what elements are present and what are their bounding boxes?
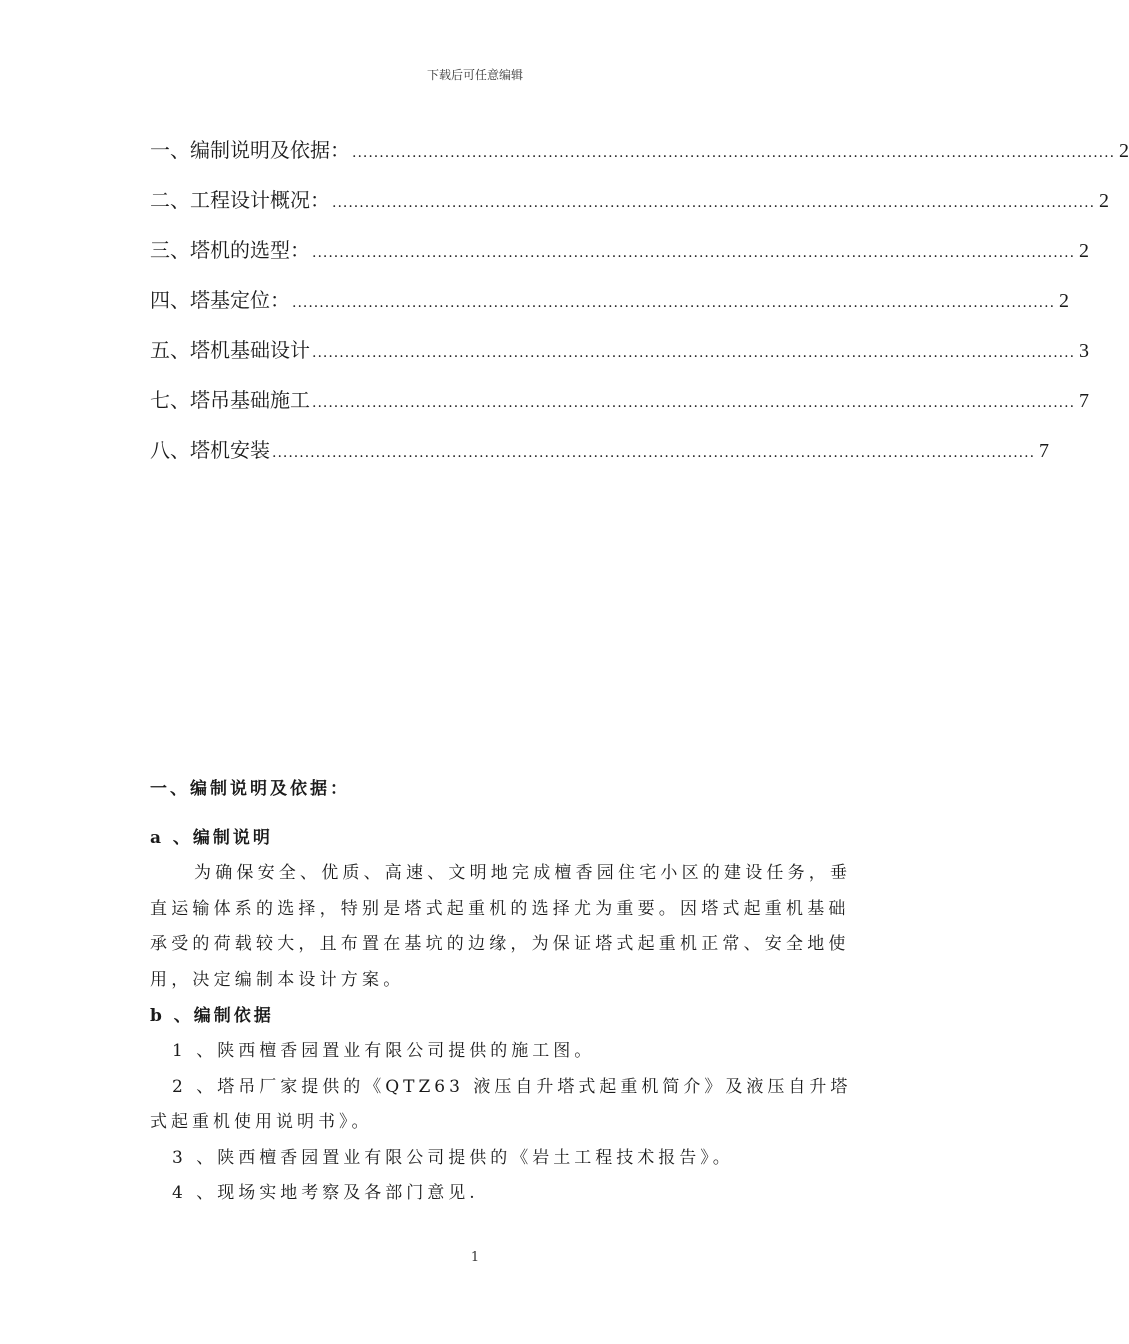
- toc-entry-title: 一、编制说明及依据：: [150, 138, 350, 162]
- list-item: 1 、陕西檀香园置业有限公司提供的施工图。: [172, 1041, 596, 1061]
- toc-entry-page: 7: [1079, 390, 1090, 412]
- subheading-b: b 、编制依据: [150, 1006, 274, 1026]
- paragraph-a: 为确保安全、优质、高速、文明地完成檀香园住宅小区的建设任务，垂直运输体系的选择，特别是塔式起重机的选择尤为重要。因塔式起重机基础承受的荷载较大，且布置在基坑的边缘，为保证塔式起重机正常、安全地使用，决定编制本设计方案。: [150, 863, 852, 990]
- toc-leader-dots: ............................................................................................................................................: [312, 245, 1076, 261]
- toc-entry[interactable]: [150, 434, 1050, 484]
- toc-entry-title: 七、塔吊基础施工: [150, 388, 310, 412]
- toc-leader-dots: ............................................................................................................................................: [352, 145, 1116, 161]
- toc-entry-page: 2: [1059, 290, 1070, 312]
- section-heading: 一、编制说明及依据：: [150, 779, 350, 799]
- toc-entry-page: 3: [1079, 340, 1090, 362]
- toc-entry[interactable]: [150, 184, 1110, 234]
- toc-leader-dots: ............................................................................................................................................: [312, 345, 1076, 361]
- toc-entry-title: 三、塔机的选型：: [150, 238, 310, 262]
- page-header: 下载后可任意编辑: [426, 68, 523, 82]
- toc-leader-dots: ............................................................................................................................................: [292, 295, 1056, 311]
- toc-leader-dots: ............................................................................................................................................: [332, 195, 1096, 211]
- toc-entry-page: 7: [1039, 440, 1050, 462]
- toc-entry[interactable]: [150, 134, 1129, 184]
- toc-entry-title: 五、塔机基础设计: [150, 338, 310, 362]
- toc-entry[interactable]: [150, 284, 1070, 334]
- page-number: 1: [470, 1250, 480, 1265]
- toc-entry-page: 2: [1079, 240, 1090, 262]
- toc-entry-page: 2: [1119, 140, 1129, 162]
- list-item: 4 、现场实地考察及各部门意见.: [172, 1183, 479, 1203]
- list-item: 2 、塔吊厂家提供的《QTZ63 液压自升塔式起重机简介》及液压自升塔式起重机使用说明书》。: [150, 1076, 852, 1132]
- list-item: 3 、陕西檀香园置业有限公司提供的《岩土工程技术报告》。: [172, 1147, 734, 1168]
- toc-entry-title: 四、塔基定位：: [150, 288, 290, 312]
- subheading-a: a 、编制说明: [150, 828, 273, 848]
- toc-entry-title: 二、工程设计概况：: [150, 188, 330, 212]
- table-of-contents: [150, 134, 1129, 484]
- toc-leader-dots: ............................................................................................................................................: [272, 445, 1036, 461]
- toc-entry[interactable]: [150, 384, 1090, 434]
- body-section: [150, 772, 860, 1212]
- toc-entry[interactable]: [150, 234, 1090, 284]
- toc-entry-page: 2: [1099, 190, 1110, 212]
- toc-entry[interactable]: [150, 334, 1090, 384]
- toc-leader-dots: ............................................................................................................................................: [312, 395, 1076, 411]
- toc-entry-title: 八、塔机安装: [150, 438, 270, 462]
